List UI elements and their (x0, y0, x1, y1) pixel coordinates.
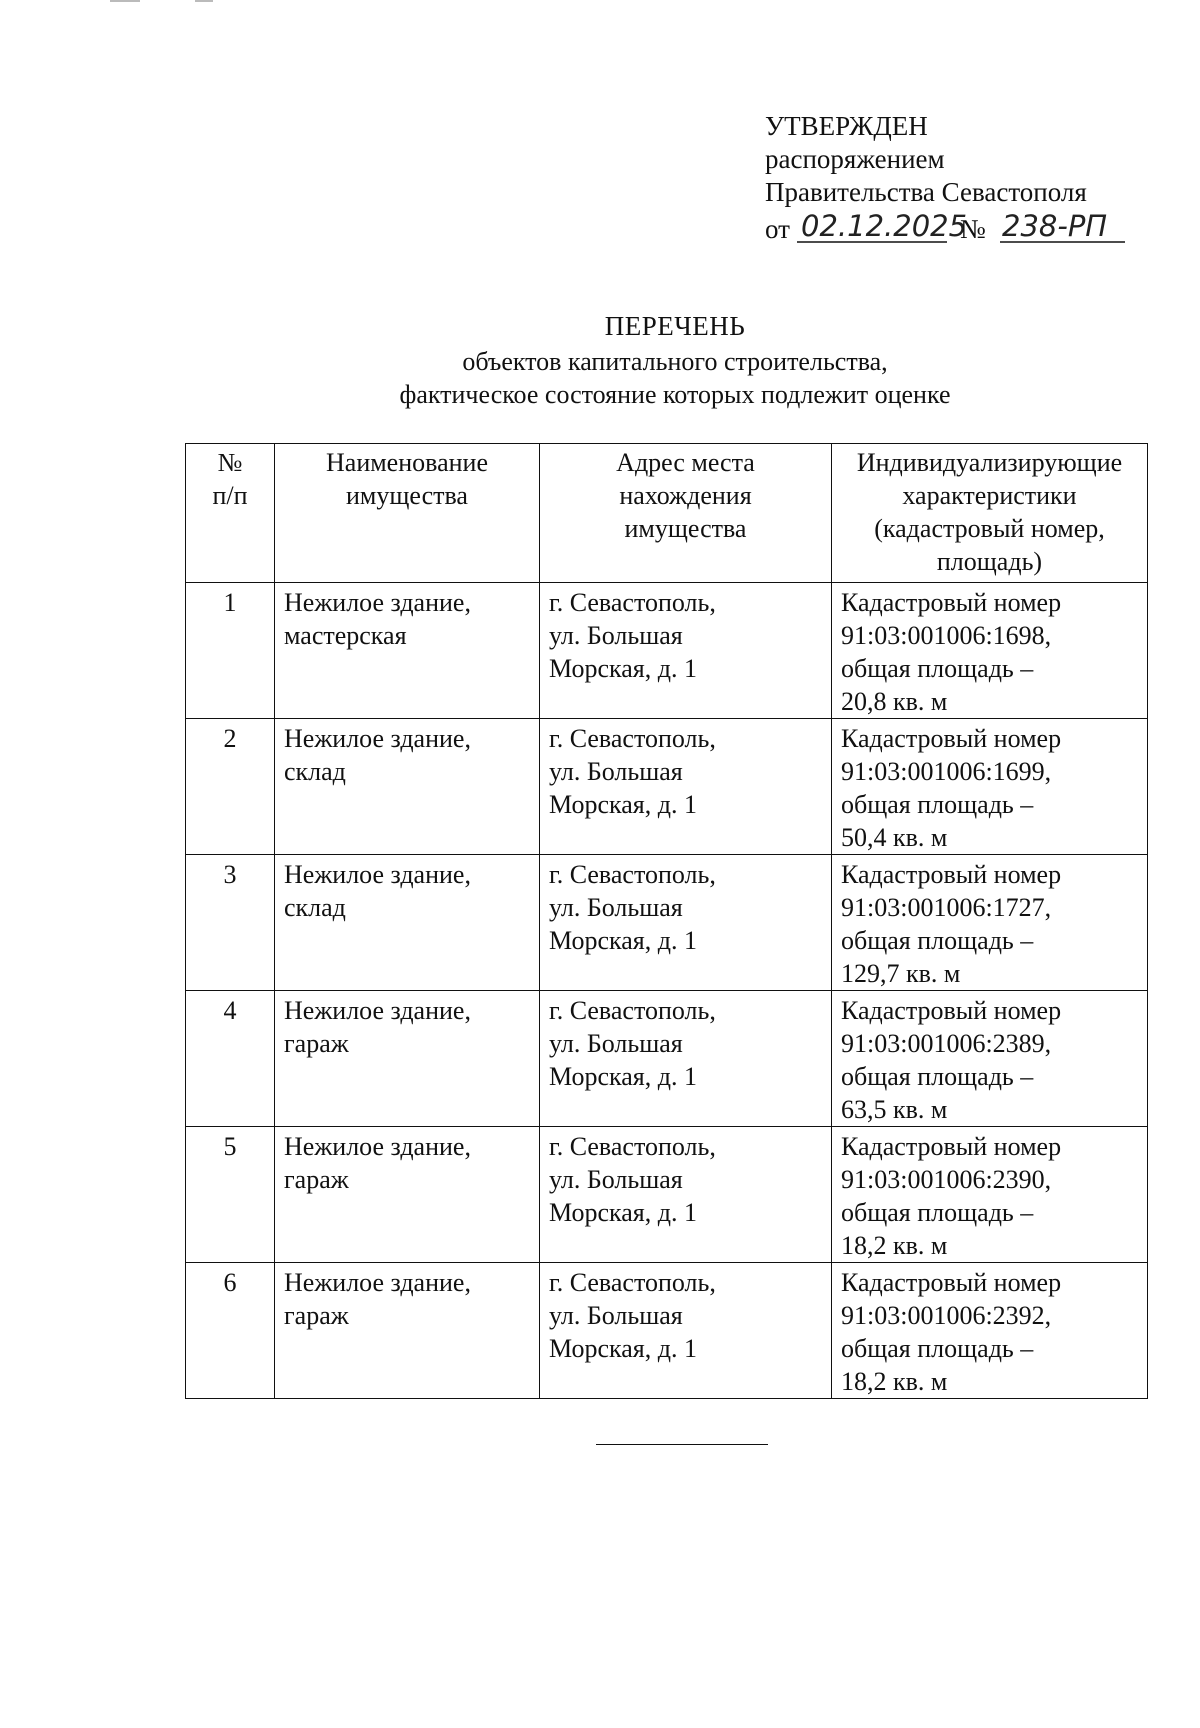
property-name-cell (275, 583, 540, 719)
row-number: 1 (186, 583, 275, 719)
property-name-cell (275, 991, 540, 1127)
property-details-cell (832, 583, 1148, 719)
cell-text-line: г. Севастополь, (549, 724, 716, 753)
cell-text-line: общая площадь – (841, 654, 1034, 683)
cell-text-line: г. Севастополь, (549, 860, 716, 889)
cell-text-line: мастерская (284, 621, 407, 650)
row-number: 4 (186, 991, 275, 1127)
cell-text-line: Кадастровый номер (841, 1132, 1062, 1161)
property-name-cell (275, 855, 540, 991)
cell-text-line: Морская, д. 1 (549, 790, 697, 819)
table-row (186, 719, 1148, 855)
cell-text-line: ул. Большая (549, 1029, 683, 1058)
header-text-line: имущества (624, 514, 747, 543)
cell-text-line: ул. Большая (549, 621, 683, 650)
property-address-cell (540, 991, 832, 1127)
cell-text-line: Нежилое здание, (284, 588, 471, 617)
approval-basis: распоряжением (765, 144, 945, 174)
property-address-cell (540, 855, 832, 991)
table-row (186, 583, 1148, 719)
approval-status: УТВЕРЖДЕН (765, 111, 928, 141)
cell-text-line: Кадастровый номер (841, 588, 1062, 617)
property-details-cell (832, 991, 1148, 1127)
property-address-cell (540, 583, 832, 719)
header-address (540, 444, 832, 583)
table-row (186, 855, 1148, 991)
table-body (186, 583, 1148, 1399)
header-text-line: имущества (346, 481, 468, 510)
cell-text-line: склад (284, 893, 346, 922)
cell-text-line: Кадастровый номер (841, 996, 1062, 1025)
cell-text-line: Морская, д. 1 (549, 1198, 697, 1227)
table-row (186, 1127, 1148, 1263)
cell-text-line: 91:03:001006:1698, (841, 621, 1052, 650)
header-text-line: Наименование (326, 448, 488, 477)
handwritten-date-text: 02.12.2025 (801, 209, 968, 243)
property-name-cell (275, 1263, 540, 1399)
handwritten-number (1000, 209, 1125, 245)
header-text-line: характеристики (902, 481, 1077, 510)
cell-text-line: Морская, д. 1 (549, 926, 697, 955)
cell-text-line: Нежилое здание, (284, 996, 471, 1025)
cell-text-line: Нежилое здание, (284, 1132, 471, 1161)
row-number: 3 (186, 855, 275, 991)
date-prefix: от (765, 214, 790, 244)
row-number: 2 (186, 719, 275, 855)
cell-text-line: Морская, д. 1 (549, 1062, 697, 1091)
cell-text-line: гараж (284, 1301, 349, 1330)
cell-text-line: 91:03:001006:2390, (841, 1165, 1052, 1194)
cell-text-line: общая площадь – (841, 1062, 1034, 1091)
cell-text-line: Кадастровый номер (841, 860, 1062, 889)
cell-text-line: общая площадь – (841, 1334, 1034, 1363)
property-address-cell (540, 1263, 832, 1399)
handwritten-number-text: 238-РП (1002, 209, 1108, 243)
header-text-line: Индивидуализирующие (856, 448, 1123, 477)
cell-text-line: Нежилое здание, (284, 860, 471, 889)
property-details-cell (832, 1127, 1148, 1263)
approval-authority: Правительства Севастополя (765, 177, 1087, 207)
cell-text-line: общая площадь – (841, 926, 1034, 955)
cell-text-line: общая площадь – (841, 790, 1034, 819)
document-title: ПЕРЕЧЕНЬ (604, 311, 746, 341)
property-name-cell (275, 719, 540, 855)
cell-text-line: склад (284, 757, 346, 786)
cell-text-line: Морская, д. 1 (549, 1334, 697, 1363)
header-details (832, 444, 1148, 583)
header-number (186, 444, 275, 583)
table-header-row (186, 444, 1148, 583)
document-subtitle-line1: объектов капитального строительства, (462, 347, 888, 376)
header-text-line: № (217, 448, 243, 477)
row-number: 5 (186, 1127, 275, 1263)
row-number: 6 (186, 1263, 275, 1399)
property-address-cell (540, 719, 832, 855)
cell-text-line: Морская, д. 1 (549, 654, 697, 683)
cell-text-line: 50,4 кв. м (841, 823, 948, 852)
cell-text-line: ул. Большая (549, 893, 683, 922)
scan-artifact (110, 0, 140, 2)
cell-text-line: ул. Большая (549, 757, 683, 786)
header-text-line: Адрес места (616, 448, 755, 477)
property-details-cell (832, 855, 1148, 991)
table-row (186, 991, 1148, 1127)
cell-text-line: г. Севастополь, (549, 996, 716, 1025)
cell-text-line: 18,2 кв. м (841, 1367, 948, 1396)
property-table (185, 443, 1148, 1399)
header-text-line: площадь) (936, 547, 1043, 576)
cell-text-line: 18,2 кв. м (841, 1231, 948, 1260)
document-subtitle-line2: фактическое состояние которых подлежит оценке (399, 380, 951, 409)
cell-text-line: 91:03:001006:1699, (841, 757, 1052, 786)
cell-text-line: 20,8 кв. м (841, 687, 948, 716)
cell-text-line: гараж (284, 1029, 349, 1058)
number-prefix: № (960, 214, 986, 244)
cell-text-line: ул. Большая (549, 1301, 683, 1330)
table-row (186, 1263, 1148, 1399)
header-name (275, 444, 540, 583)
header-text-line: п/п (212, 481, 248, 510)
cell-text-line: г. Севастополь, (549, 1132, 716, 1161)
cell-text-line: общая площадь – (841, 1198, 1034, 1227)
end-separator-line (596, 1444, 768, 1445)
cell-text-line: г. Севастополь, (549, 588, 716, 617)
property-name-cell (275, 1127, 540, 1263)
property-details-cell (832, 1263, 1148, 1399)
cell-text-line: ул. Большая (549, 1165, 683, 1194)
approval-date-number-line (765, 209, 1165, 249)
cell-text-line: гараж (284, 1165, 349, 1194)
cell-text-line: 91:03:001006:2392, (841, 1301, 1052, 1330)
cell-text-line: Нежилое здание, (284, 1268, 471, 1297)
cell-text-line: 91:03:001006:1727, (841, 893, 1052, 922)
property-details-cell (832, 719, 1148, 855)
cell-text-line: 91:03:001006:2389, (841, 1029, 1052, 1058)
scan-artifact (195, 0, 213, 2)
cell-text-line: Кадастровый номер (841, 1268, 1062, 1297)
header-text-line: (кадастровый номер, (874, 514, 1105, 543)
property-address-cell (540, 1127, 832, 1263)
cell-text-line: Нежилое здание, (284, 724, 471, 753)
cell-text-line: Кадастровый номер (841, 724, 1062, 753)
cell-text-line: г. Севастополь, (549, 1268, 716, 1297)
cell-text-line: 63,5 кв. м (841, 1095, 948, 1124)
approval-block (765, 110, 1165, 249)
handwritten-date (797, 209, 968, 245)
cell-text-line: 129,7 кв. м (841, 959, 961, 988)
header-text-line: нахождения (619, 481, 752, 510)
